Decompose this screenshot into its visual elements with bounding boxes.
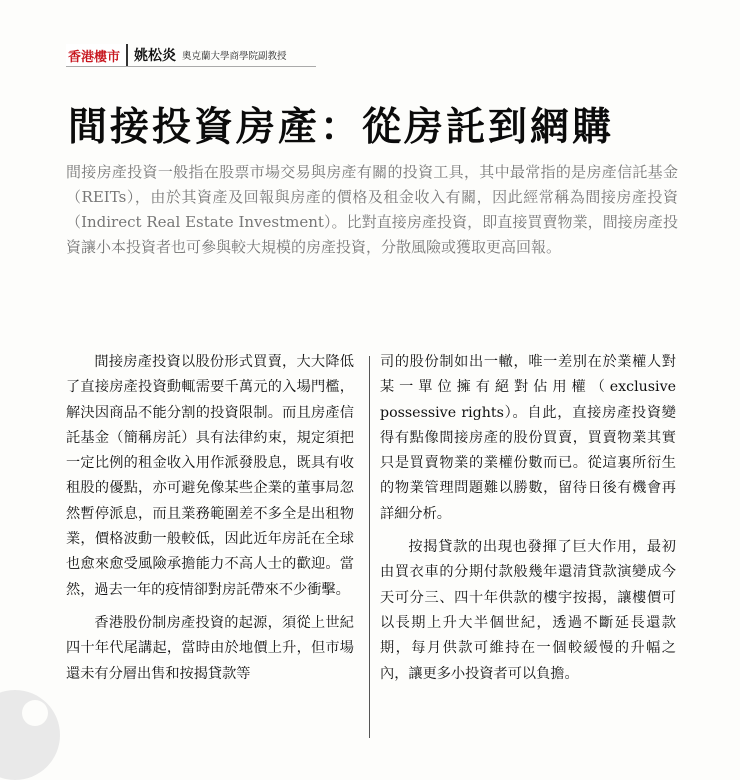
- article-title: 間接投資房產：從房託到網購: [68, 105, 615, 150]
- author-title: 奧克蘭大學商學院副教授: [182, 51, 287, 62]
- column-header: [66, 42, 287, 68]
- column-divider: [369, 356, 370, 738]
- right-column: [380, 350, 676, 687]
- author-name: 姚松炎: [134, 48, 177, 64]
- left-paragraph-1: 間接房產投資以股份形式買賣，大大降低了直接房產投資動輒需要千萬元的入場門檻，解決因商品不能分割的投資限制。而且房產信託基金（簡稱房託）具有法律約束，規定須把一定比例的租金收入用作派發股息，既具有收租股的優點，亦可避免像某些企業的董事局忽然暫停派息，而且業務範圍差不多全是出租物業，價格波動一般較低，因此近年房託在全球也愈來愈受風險承擔能力不高人士的歡迎。當然，過去一年的疫情卻對房託帶來不少衝擊。: [66, 354, 354, 598]
- right-paragraph-2: 按揭貸款的出現也發揮了巨大作用，最初由買衣車的分期付款般幾年還清貸款演變成今天可分三、四十年供款的樓宇按揭，讓樓價可以長期上升大半個世紀，透過不斷延長還款期，每月供款可維持在一個較緩慢的升幅之內，讓更多小投資者可以負擔。: [380, 539, 676, 682]
- header-divider: [66, 66, 316, 67]
- right-paragraph-1: 司的股份制如出一轍，唯一差別在於業權人對某一單位擁有絕對佔用權（exclusive possessive rights）。自此，直接房產投資變得有點像間接房產的股份買賣，買賣物業其實只是買賣物業的業權份數而已。從這裏所衍生的物業管理問題難以勝數，留待日後有機會再詳細分析。: [380, 354, 676, 522]
- left-paragraph-2: 香港股份制房產投資的起源，須從上世紀四十年代尾講起，當時由於地價上升，但市場還未有分層出售和按揭貸款等: [66, 614, 354, 682]
- left-column: [66, 350, 354, 687]
- section-tag: 香港樓市: [66, 44, 128, 67]
- corner-decoration-cut: [22, 700, 48, 726]
- article-intro: 間接房產投資一般指在股票市場交易與房產有關的投資工具，其中最常指的是房產信託基金（REITs），由於其資產及回報與房產的價格及租金收入有關，因此經常稱為間接房產投資（Indirect Real Estate Investment）。比對直接房產投資，即直接買賣物業，間接房產投資讓小本投資者也可參與較大規模的房產投資，分散風險或獲取更高回報。: [66, 163, 678, 256]
